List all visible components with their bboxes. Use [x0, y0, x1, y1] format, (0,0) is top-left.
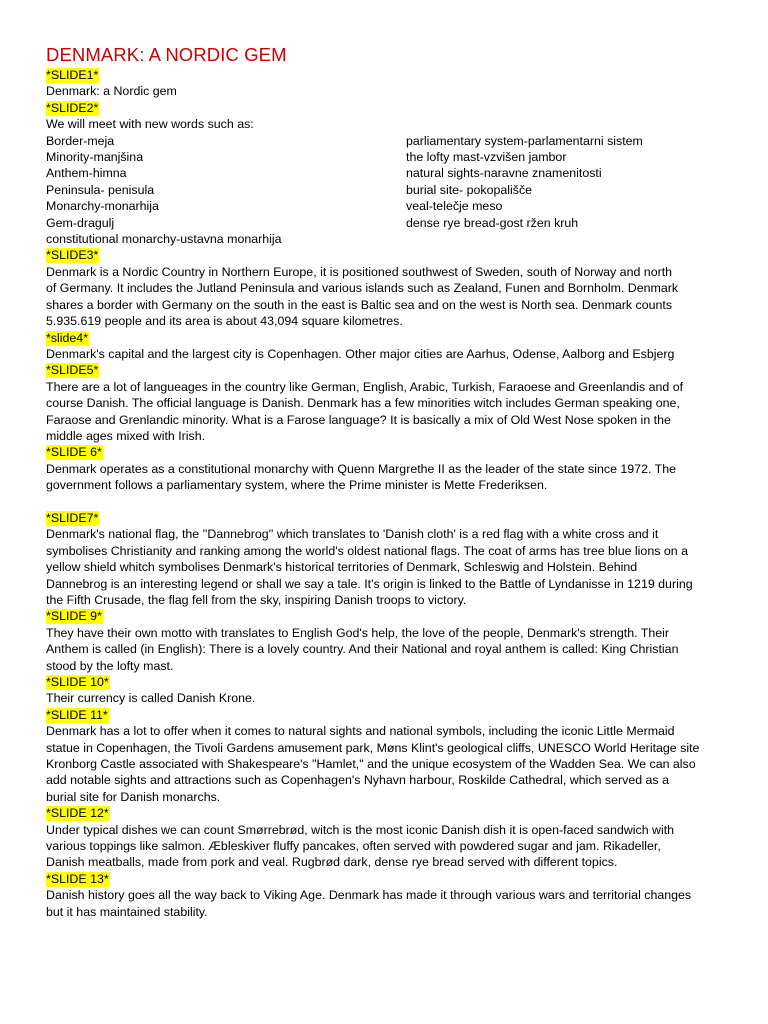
slide-1-section [46, 67, 728, 83]
slide-12-section [46, 805, 728, 821]
paragraph-line: of Germany. It includes the Jutland Peninsula and various islands such as Zealand, Funen and Bornholm. Denmark [46, 281, 679, 296]
slide-3-label: *SLIDE3* [46, 248, 99, 263]
slide-2-intro: We will meet with new words such as: [46, 117, 254, 132]
paragraph-line: course Danish. The official language is Danish. Denmark has a few minorities witch includes German speaking one, [46, 396, 680, 411]
slide-11-section [46, 707, 728, 723]
paragraph-line: Denmark has a lot to offer when it comes to natural sights and national symbols, including the iconic Little Mermaid [46, 724, 675, 739]
paragraph-line: There are a lot of langueages in the country like German, English, Arabic, Turkish, Faraoese and Greenlandis and of [46, 379, 684, 394]
vocab-item: Minority-manjšina [46, 150, 144, 165]
slide-6-section [46, 444, 728, 460]
slide-1-text: Denmark: a Nordic gem [46, 84, 177, 99]
vocab-item: natural sights-naravne znamenitosti [406, 166, 602, 181]
vocab-item: the lofty mast-vzvišen jambor [406, 150, 567, 165]
slide-7-section [46, 510, 728, 526]
paragraph-line: Anthem is called (in English): There is a lovely country. And their National and royal anthem is called: King Christian [46, 642, 679, 657]
slide-1-label: *SLIDE1* [46, 68, 99, 82]
paragraph-line: Dannebrog is an interesting legend or shall we say a tale. It's origin is linked to the Battle of Lyndanisse in 1219 during [46, 576, 693, 591]
paragraph-line: Danish history goes all the way back to Viking Age. Denmark has made it through various wars and territorial changes [46, 888, 692, 903]
vocabulary-left-column [46, 133, 406, 231]
blank-line [46, 494, 728, 510]
slide-5-section [46, 362, 728, 378]
paragraph-line: the Fifth Crusade, the flag fell from the sky, inspiring Danish troops to victory. [46, 592, 467, 607]
slide-9-label: *SLIDE 9* [46, 609, 102, 624]
paragraph-line: add notable sights and attractions such as Copenhagen's Nyhavn harbour, Roskilde Cathedral, which served as a [46, 773, 669, 788]
vocab-item: parliamentary system-parlamentarni sistem [406, 133, 643, 148]
vocab-item: burial site- pokopališče [406, 182, 533, 197]
paragraph-line: but it has maintained stability. [46, 904, 208, 919]
paragraph-line: burial site for Danish monarchs. [46, 789, 221, 804]
slide-6-label: *SLIDE 6* [46, 445, 102, 460]
paragraph-line: various toppings like salmon. Æbleskiver fluffy pancakes, often served with powdered sugar and jam. Rikadeller, [46, 839, 661, 854]
vocab-item: Gem-dragulj [46, 215, 115, 230]
vocabulary-right-column [406, 133, 726, 231]
paragraph-line: Denmark's national flag, the ''Dannebrog'' which translates to 'Danish cloth' is a red flag with a white cross and it [46, 527, 659, 542]
vocab-item: dense rye bread-gost ržen kruh [406, 215, 579, 230]
slide-4-label: *slide4* [46, 330, 89, 345]
paragraph-line: symbolises Christianity and ranking among the world's oldest national flags. The coat of arms has tree blue lions on a [46, 543, 688, 558]
slide-10-label: *SLIDE 10* [46, 675, 109, 690]
paragraph-line: shares a border with Germany on the south in the east is Baltic sea and on the west is North sea. Denmark counts [46, 297, 673, 312]
slide-4-section [46, 330, 728, 346]
paragraph-line: stood by the lofty mast. [46, 658, 174, 673]
paragraph-line: middle ages mixed with Irish. [46, 428, 206, 443]
slide-7-label: *SLIDE7* [46, 510, 99, 525]
slide-13-label: *SLIDE 13* [46, 871, 109, 886]
slide-5-label: *SLIDE5* [46, 363, 99, 378]
paragraph-line: Denmark is a Nordic Country in Northern Europe, it is positioned southwest of Sweden, south of Norway and north [46, 264, 673, 279]
paragraph-line: Their currency is called Danish Krone. [46, 691, 256, 706]
paragraph-line: yellow shield whitch symbolises Denmark's historical territories of Denmark, Schleswig and Holstein. Behind [46, 560, 638, 575]
slide-9-section [46, 608, 728, 624]
document-title: DENMARK: A NORDIC GEM [46, 44, 287, 65]
slide-2-section [46, 100, 728, 116]
paragraph-line: government follows a parliamentary system, where the Prime minister is Mette Frederiksen. [46, 478, 548, 493]
slide-12-label: *SLIDE 12* [46, 806, 109, 821]
slide-11-label: *SLIDE 11* [46, 707, 108, 722]
paragraph-line: Danish meatballs, made from pork and veal. Rugbrød dark, dense rye bread served with different topics. [46, 855, 618, 870]
slide-10-section [46, 674, 728, 690]
vocab-item: veal-telečje meso [406, 199, 503, 214]
paragraph-line: 5.935.619 people and its area is about 43,094 square kilometres. [46, 314, 403, 329]
paragraph-line: Faraose and Grenlandic minority. What is a Farose language? It is basically a mix of Old West Nose spoken in the [46, 412, 671, 427]
vocab-item: constitutional monarchy-ustavna monarhija [46, 232, 282, 247]
vocab-item: Peninsula- penisula [46, 182, 155, 197]
paragraph-line: statue in Copenhagen, the Tivoli Gardens amusement park, Møns Klint's geological cliffs, UNESCO World Heritage site [46, 740, 700, 755]
vocabulary-list [46, 133, 726, 231]
paragraph-line: Denmark's capital and the largest city is Copenhagen. Other major cities are Aarhus, Odense, Aalborg and Esbjerg [46, 346, 675, 361]
slide-3-section [46, 247, 728, 263]
paragraph-line: Under typical dishes we can count Smørrebrød, witch is the most iconic Danish dish it is open-faced sandwich with [46, 822, 675, 837]
vocab-item: Border-meja [46, 133, 115, 148]
paragraph-line: Kronborg Castle associated with Shakespeare's "Hamlet," and the unique ecosystem of the Wadden Sea. We can also [46, 757, 696, 772]
paragraph-line: They have their own motto with translates to English God's help, the love of the people, Denmark's strength. Their [46, 625, 669, 640]
slide-2-label: *SLIDE2* [46, 100, 99, 115]
paragraph-line: Denmark operates as a constitutional monarchy with Quenn Margrethe II as the leader of the state since 1972. The [46, 461, 676, 476]
vocab-item: Anthem-himna [46, 166, 127, 181]
vocab-item: Monarchy-monarhija [46, 199, 159, 214]
slide-13-section [46, 871, 728, 887]
